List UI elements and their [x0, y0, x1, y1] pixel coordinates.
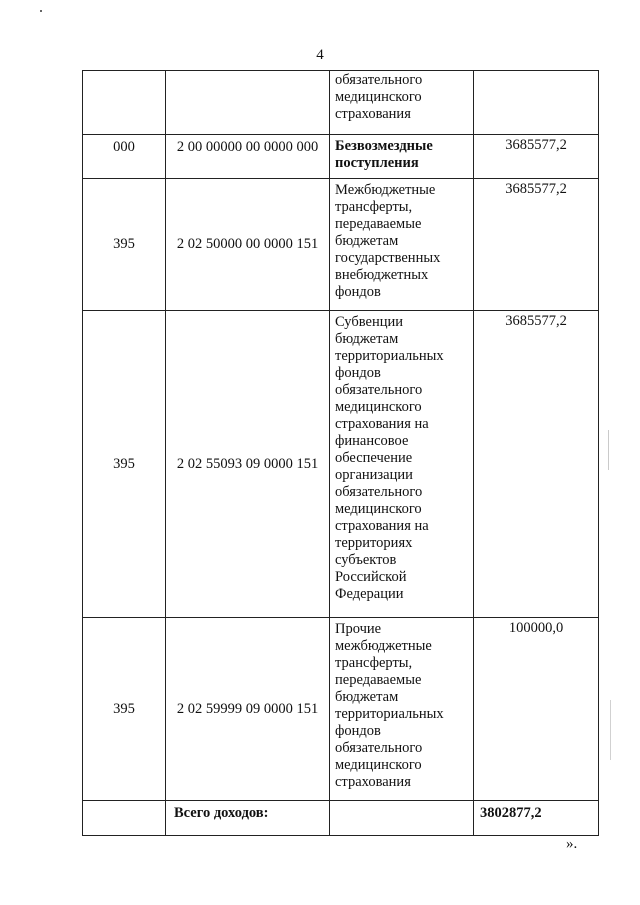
- admin-code-cell: 000: [83, 135, 166, 179]
- revenue-name-line: обязательного: [335, 484, 423, 500]
- closing-quote-mark: ».: [566, 836, 578, 852]
- revenue-name-line: обязательного: [335, 72, 423, 88]
- revenue-name-line: субъектов: [335, 552, 397, 568]
- amount-cell: 3685577,2: [474, 311, 599, 618]
- table-row: [83, 179, 599, 311]
- revenue-name-line: Федерации: [335, 586, 404, 602]
- revenue-name-line: фондов: [335, 723, 381, 739]
- table-row: [83, 311, 599, 618]
- table-row: [83, 618, 599, 801]
- admin-code-cell: 395: [83, 179, 166, 311]
- total-amount: 3802877,2: [474, 801, 599, 836]
- scan-speck: [40, 10, 42, 12]
- revenue-name-line: трансферты,: [335, 655, 413, 671]
- revenue-name-line: организации: [335, 467, 413, 483]
- scan-speck: [610, 700, 611, 760]
- budget-classification-code-cell: 2 02 50000 00 0000 151: [166, 179, 330, 311]
- revenue-name-line: передаваемые: [335, 672, 422, 688]
- revenue-name-line: медицинского: [335, 501, 422, 517]
- revenue-name-line: Прочие: [335, 621, 382, 637]
- revenue-name-cell: [330, 311, 474, 618]
- scan-speck: [608, 430, 609, 470]
- revenue-name-line: государственных: [335, 250, 441, 266]
- amount-cell: 3685577,2: [474, 179, 599, 311]
- revenue-name-line: межбюджетные: [335, 638, 432, 654]
- revenue-name-line: территориальных: [335, 706, 444, 722]
- total-row: [83, 801, 599, 836]
- revenue-table: [82, 70, 599, 836]
- page-number: 4: [316, 47, 324, 63]
- revenue-name-line: обязательного: [335, 740, 423, 756]
- budget-classification-code-cell: 2 02 55093 09 0000 151: [166, 311, 330, 618]
- amount-cell: 100000,0: [474, 618, 599, 801]
- revenue-name-line: медицинского: [335, 757, 422, 773]
- amount-cell: [474, 71, 599, 135]
- budget-classification-code-cell: 2 00 00000 00 0000 000: [166, 135, 330, 179]
- admin-code-cell: 395: [83, 618, 166, 801]
- total-label: Всего доходов:: [166, 801, 330, 836]
- revenue-name-line: страхования: [335, 774, 411, 790]
- total-empty-cell: [330, 801, 474, 836]
- revenue-name-line: фондов: [335, 284, 381, 300]
- revenue-name-line: Субвенции: [335, 314, 403, 330]
- revenue-name-line: бюджетам: [335, 331, 399, 347]
- revenue-name-cell: [330, 618, 474, 801]
- admin-code-cell: [83, 71, 166, 135]
- revenue-name-line: бюджетам: [335, 689, 399, 705]
- revenue-name-line: финансовое: [335, 433, 409, 449]
- budget-classification-code-cell: [166, 71, 330, 135]
- revenue-name-line: обязательного: [335, 382, 423, 398]
- amount-cell: 3685577,2: [474, 135, 599, 179]
- revenue-name-line: территориях: [335, 535, 413, 551]
- revenue-name-line: поступления: [335, 155, 419, 171]
- revenue-name-cell: [330, 135, 474, 179]
- revenue-name-line: внебюджетных: [335, 267, 429, 283]
- revenue-name-line: фондов: [335, 365, 381, 381]
- total-empty-cell: [83, 801, 166, 836]
- revenue-name-line: страхования на: [335, 416, 429, 432]
- revenue-name-line: передаваемые: [335, 216, 422, 232]
- revenue-name-cell: [330, 71, 474, 135]
- admin-code-cell: 395: [83, 311, 166, 618]
- revenue-name-line: Межбюджетные: [335, 182, 436, 198]
- revenue-name-line: страхования: [335, 106, 411, 122]
- revenue-name-line: бюджетам: [335, 233, 399, 249]
- revenue-name-line: Российской: [335, 569, 407, 585]
- revenue-name-line: страхования на: [335, 518, 429, 534]
- table-row: [83, 135, 599, 179]
- revenue-name-line: Безвозмездные: [335, 138, 433, 154]
- table-row: [83, 71, 599, 135]
- revenue-name-line: медицинского: [335, 89, 422, 105]
- revenue-name-line: медицинского: [335, 399, 422, 415]
- revenue-name-cell: [330, 179, 474, 311]
- revenue-name-line: территориальных: [335, 348, 444, 364]
- revenue-table-body: [83, 71, 599, 836]
- revenue-name-line: трансферты,: [335, 199, 413, 215]
- budget-classification-code-cell: 2 02 59999 09 0000 151: [166, 618, 330, 801]
- revenue-name-line: обеспечение: [335, 450, 413, 466]
